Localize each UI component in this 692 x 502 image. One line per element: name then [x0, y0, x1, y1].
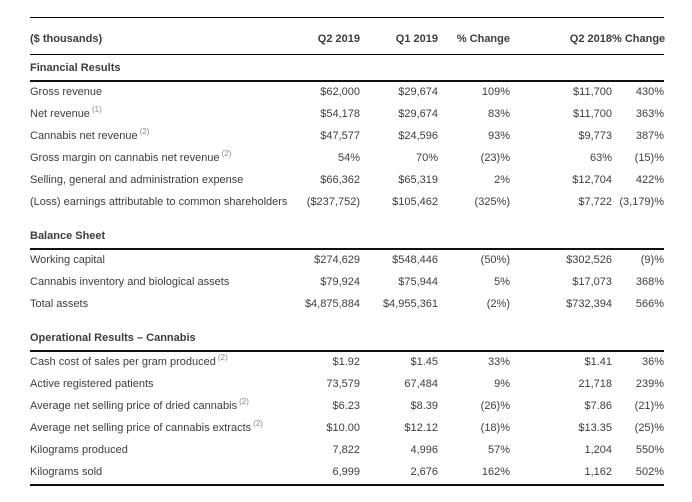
column-header-q2-2019: Q2 2019	[317, 33, 360, 45]
row-label	[30, 275, 296, 290]
row-label	[30, 355, 296, 370]
table-row	[30, 192, 664, 214]
column-header-q2-2018: Q2 2018	[569, 33, 612, 45]
cell-q1-2019: $12.12	[404, 422, 438, 434]
row-label	[30, 297, 296, 312]
cell-q2-2018: $11,700	[573, 86, 612, 98]
row-label-text: Kilograms sold	[30, 466, 103, 478]
cell-pct-change-1: 33%	[487, 356, 510, 368]
cell-q2-2018: 63%	[589, 152, 612, 164]
cell-pct-change-1: 9%	[494, 378, 510, 390]
row-label-text: Net revenue	[30, 108, 90, 120]
cell-q1-2019: $8.39	[410, 400, 438, 412]
row-label-text: Selling, general and administration expense	[30, 174, 244, 186]
section-title-row	[30, 223, 664, 250]
table-row	[30, 250, 664, 272]
table-row	[30, 294, 664, 316]
row-label-text: Average net selling price of cannabis extracts	[30, 422, 252, 434]
cell-q2-2019: $4,875,884	[304, 298, 360, 310]
footnote-marker: (2)	[217, 353, 228, 363]
column-header-q1-2019: Q1 2019	[395, 33, 438, 45]
column-header-unit: ($ thousands)	[30, 33, 103, 45]
cell-q2-2019: ($237,752)	[306, 196, 360, 208]
row-label	[30, 151, 296, 166]
table-row	[30, 352, 664, 374]
table-row	[30, 396, 664, 418]
cell-q2-2018: $302,526	[566, 254, 612, 266]
cell-q2-2018: $11,700	[573, 108, 612, 120]
cell-q2-2018: $9,773	[578, 130, 612, 142]
section-rows	[30, 82, 664, 214]
cell-q1-2019: 2,676	[410, 466, 438, 478]
section-title-row	[30, 55, 664, 82]
cell-q1-2019: $65,319	[398, 174, 438, 186]
cell-pct-change-1: 57%	[487, 444, 510, 456]
cell-q2-2018: 21,718	[578, 378, 612, 390]
cell-pct-change-2: 363%	[635, 108, 664, 120]
cell-q2-2019: $47,577	[320, 130, 360, 142]
table-row	[30, 126, 664, 148]
table-sections	[30, 55, 664, 484]
cell-q2-2019: $10.00	[326, 422, 360, 434]
financial-summary-table	[30, 17, 664, 486]
section-title: Financial Results	[30, 62, 121, 74]
cell-q2-2018: $7.86	[584, 400, 612, 412]
cell-pct-change-2: (15)%	[634, 152, 664, 164]
footnote-marker: (2)	[239, 397, 249, 407]
cell-q2-2019: $1.92	[332, 356, 360, 368]
row-label	[30, 399, 296, 414]
row-label	[30, 421, 296, 436]
row-label-text: Gross revenue	[30, 86, 103, 98]
row-label	[30, 253, 296, 268]
cell-q2-2019: 7,822	[332, 444, 360, 456]
row-label-text: Cash cost of sales per gram produced	[30, 356, 216, 368]
table-bottom-rule	[30, 484, 664, 486]
cell-pct-change-1: 93%	[487, 130, 510, 142]
footnote-marker: (2)	[253, 419, 263, 429]
table-section-3	[30, 325, 664, 484]
cell-q1-2019: $29,674	[398, 108, 438, 120]
row-label-text: Total assets	[30, 298, 89, 310]
cell-q2-2018: $7,722	[578, 196, 612, 208]
cell-pct-change-1: 109%	[481, 86, 510, 98]
row-label-text: (Loss) earnings attributable to common shareholders	[30, 196, 288, 208]
cell-q2-2019: $274,629	[314, 254, 360, 266]
column-header-pct-change-1: % Change	[456, 33, 510, 45]
row-label-text: Working capital	[30, 254, 105, 266]
row-label-text: Cannabis net revenue	[30, 130, 138, 142]
footnote-marker: (2)	[139, 127, 150, 137]
cell-pct-change-2: 422%	[635, 174, 664, 186]
cell-pct-change-1: (50%)	[480, 254, 510, 266]
table-row	[30, 170, 664, 192]
cell-pct-change-2: (21)%	[634, 400, 664, 412]
cell-q1-2019: $105,462	[392, 196, 438, 208]
cell-q2-2019: $54,178	[320, 108, 360, 120]
cell-q2-2018: 1,204	[584, 444, 612, 456]
cell-q2-2018: $17,073	[572, 276, 612, 288]
row-label-text: Kilograms produced	[30, 444, 128, 456]
cell-pct-change-1: (325%)	[474, 196, 510, 208]
cell-q1-2019: $75,944	[398, 276, 438, 288]
cell-pct-change-1: (23)%	[480, 152, 510, 164]
cell-pct-change-1: (26)%	[480, 400, 510, 412]
footnote-marker: (2)	[221, 149, 232, 159]
row-label-text: Gross margin on cannabis net revenue	[30, 152, 220, 164]
table-row	[30, 148, 664, 170]
row-label	[30, 465, 296, 480]
cell-q2-2019: $62,000	[320, 86, 360, 98]
cell-pct-change-2: 387%	[635, 130, 664, 142]
cell-pct-change-2: (25)%	[634, 422, 664, 434]
cell-q2-2018: $732,394	[566, 298, 612, 310]
cell-pct-change-1: 5%	[494, 276, 510, 288]
cell-q1-2019: 4,996	[410, 444, 438, 456]
cell-q2-2019: $6.23	[332, 400, 360, 412]
column-header-pct-change-2: % Change	[612, 33, 666, 45]
cell-q2-2018: $13.35	[578, 422, 612, 434]
cell-pct-change-2: 566%	[635, 298, 664, 310]
cell-pct-change-1: 2%	[494, 174, 510, 186]
section-rows	[30, 250, 664, 316]
row-label	[30, 85, 296, 100]
cell-q2-2018: $12,704	[572, 174, 612, 186]
table-row	[30, 104, 664, 126]
cell-q1-2019: $29,674	[398, 86, 438, 98]
table-row	[30, 272, 664, 294]
cell-pct-change-2: 430%	[635, 86, 664, 98]
cell-pct-change-1: (18)%	[480, 422, 510, 434]
column-header-row	[30, 18, 664, 55]
cell-q1-2019: 67,484	[404, 378, 438, 390]
cell-pct-change-2: 368%	[635, 276, 664, 288]
cell-q2-2018: 1,162	[584, 466, 612, 478]
row-label-text: Active registered patients	[30, 378, 154, 390]
cell-q2-2019: $79,924	[320, 276, 360, 288]
cell-q1-2019: 70%	[415, 152, 438, 164]
row-label	[30, 173, 296, 188]
cell-pct-change-2: 36%	[641, 356, 664, 368]
cell-pct-change-2: 239%	[635, 378, 664, 390]
cell-q1-2019: $4,955,361	[382, 298, 438, 310]
cell-pct-change-2: (3,179)%	[619, 196, 664, 208]
section-title-row	[30, 325, 664, 352]
footnote-marker: (1)	[91, 105, 102, 115]
cell-q2-2019: 73,579	[326, 378, 360, 390]
cell-q2-2019: $66,362	[320, 174, 360, 186]
cell-q2-2019: 6,999	[332, 466, 360, 478]
cell-q2-2018: $1.41	[584, 356, 612, 368]
cell-q1-2019: $1.45	[410, 356, 438, 368]
row-label	[30, 107, 296, 122]
section-title: Balance Sheet	[30, 230, 106, 242]
cell-q1-2019: $24,596	[398, 130, 438, 142]
cell-pct-change-1: (2%)	[486, 298, 510, 310]
row-label	[30, 443, 296, 458]
cell-q1-2019: $548,446	[392, 254, 438, 266]
cell-q2-2019: 54%	[337, 152, 360, 164]
section-title: Operational Results – Cannabis	[30, 332, 196, 344]
row-label	[30, 377, 296, 392]
row-label-text: Cannabis inventory and biological assets	[30, 276, 230, 288]
cell-pct-change-1: 162%	[481, 466, 510, 478]
row-label	[30, 129, 296, 144]
row-label	[30, 195, 296, 210]
cell-pct-change-1: 83%	[487, 108, 510, 120]
table-row	[30, 374, 664, 396]
table-row	[30, 82, 664, 104]
table-section-2	[30, 223, 664, 316]
table-row	[30, 462, 664, 484]
section-rows	[30, 352, 664, 484]
table-section-1	[30, 55, 664, 214]
cell-pct-change-2: 502%	[635, 466, 664, 478]
table-row	[30, 440, 664, 462]
row-label-text: Average net selling price of dried cannabis	[30, 400, 238, 412]
cell-pct-change-2: 550%	[635, 444, 664, 456]
table-row	[30, 418, 664, 440]
cell-pct-change-2: (9)%	[640, 254, 664, 266]
